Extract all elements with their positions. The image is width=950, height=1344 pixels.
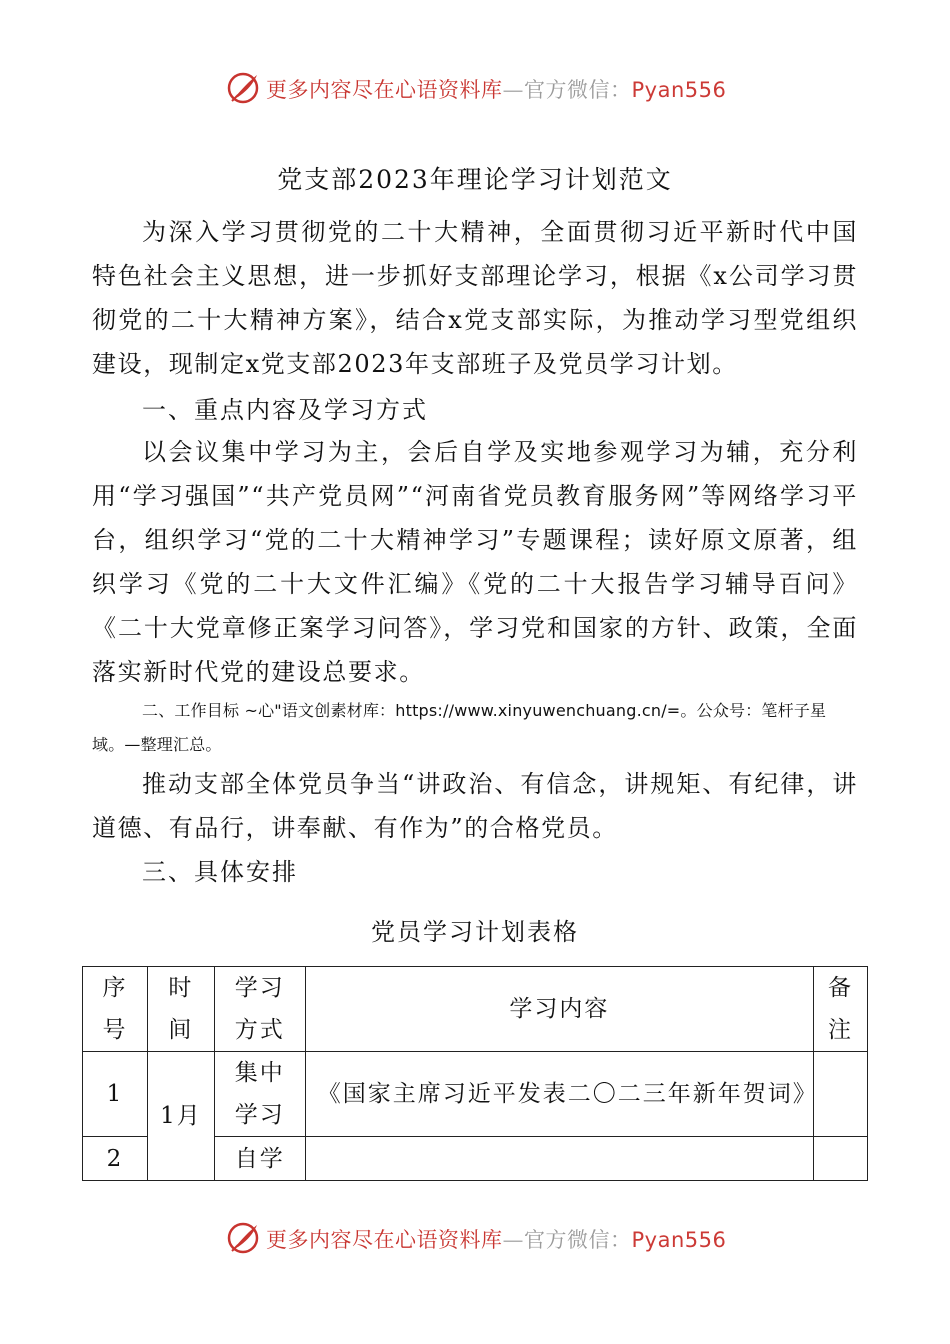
section1-heading: 一、重点内容及学习方式 — [142, 396, 428, 424]
table-title: 党员学习计划表格 — [371, 918, 579, 946]
quill-pen-logo-icon — [226, 1220, 262, 1256]
header-banner — [0, 70, 950, 110]
header-time-line2: 间 — [168, 1017, 194, 1043]
row1-method-line2: 学习 — [234, 1102, 285, 1128]
banner-gray-text: 官方微信： — [524, 78, 632, 102]
header-method-line2: 方式 — [234, 1017, 285, 1043]
section3-heading: 三、具体安排 — [142, 858, 298, 886]
banner-text — [266, 1224, 726, 1254]
header-time-line1: 时 — [168, 975, 194, 1001]
row1-seq: 1 — [83, 1052, 148, 1137]
row2-content — [305, 1137, 813, 1181]
section2-body: 推动支部全体党员争当“讲政治、有信念，讲规矩、有纪律，讲道德、有品行，讲奉献、有作为”的合格党员。 — [92, 770, 858, 842]
document-title: 党支部2023年理论学习计划范文 — [277, 165, 673, 194]
footer-banner — [0, 1220, 950, 1260]
banner-red-text: 更多内容尽在心语资料库 — [266, 78, 503, 102]
header-seq-line2: 号 — [102, 1017, 128, 1043]
header-remark-line1: 备 — [828, 975, 853, 1001]
banner-wechat-id: Pyan556 — [631, 78, 727, 102]
banner-separator: — — [502, 1228, 524, 1252]
header-content: 学习内容 — [305, 967, 813, 1052]
banner-separator: — — [502, 78, 524, 102]
header-seq — [83, 967, 148, 1052]
table-row — [83, 1052, 868, 1137]
table-header-row — [83, 967, 868, 1052]
quill-pen-logo-icon — [226, 70, 262, 106]
banner-red-text: 更多内容尽在心语资料库 — [266, 1228, 503, 1252]
row2-seq: 2 — [83, 1137, 148, 1181]
header-method-line1: 学习 — [234, 975, 285, 1001]
section2-note: 二、工作目标 ~心"语文创素材库：https://www.xinyuwenchuang.cn/=。公众号：笔杆子星域。—整理汇总。 — [92, 701, 827, 754]
banner-text — [266, 74, 726, 104]
row1-method-line1: 集中 — [234, 1060, 285, 1086]
banner-wechat-id: Pyan556 — [631, 1228, 727, 1252]
row2-remark — [814, 1137, 868, 1181]
row1-content: 《国家主席习近平发表二〇二三年新年贺词》 — [305, 1052, 813, 1137]
row1-remark — [814, 1052, 868, 1137]
header-time — [147, 967, 214, 1052]
row1-time: 1月 — [147, 1052, 214, 1181]
row1-method — [214, 1052, 305, 1137]
header-remark — [814, 967, 868, 1052]
study-plan-table — [82, 966, 868, 1181]
banner-gray-text: 官方微信： — [524, 1228, 632, 1252]
header-seq-line1: 序 — [102, 975, 128, 1001]
row2-method: 自学 — [214, 1137, 305, 1181]
intro-paragraph: 为深入学习贯彻党的二十大精神，全面贯彻习近平新时代中国特色社会主义思想，进一步抓好支部理论学习，根据《x公司学习贯彻党的二十大精神方案》，结合x党支部实际，为推动学习型党组织建设，现制定x党支部2023年支部班子及党员学习计划。 — [92, 218, 858, 378]
header-method — [214, 967, 305, 1052]
header-remark-line2: 注 — [828, 1017, 853, 1043]
section1-body: 以会议集中学习为主，会后自学及实地参观学习为辅，充分利用“学习强国”“共产党员网”“河南省党员教育服务网”等网络学习平台，组织学习“党的二十大精神学习”专题课程；读好原文原著，组织学习《党的二十大文件汇编》《党的二十大报告学习辅导百问》《二十大党章修正案学习问答》，学习党和国家的方针、政策，全面落实新时代党的建设总要求。 — [92, 438, 858, 686]
